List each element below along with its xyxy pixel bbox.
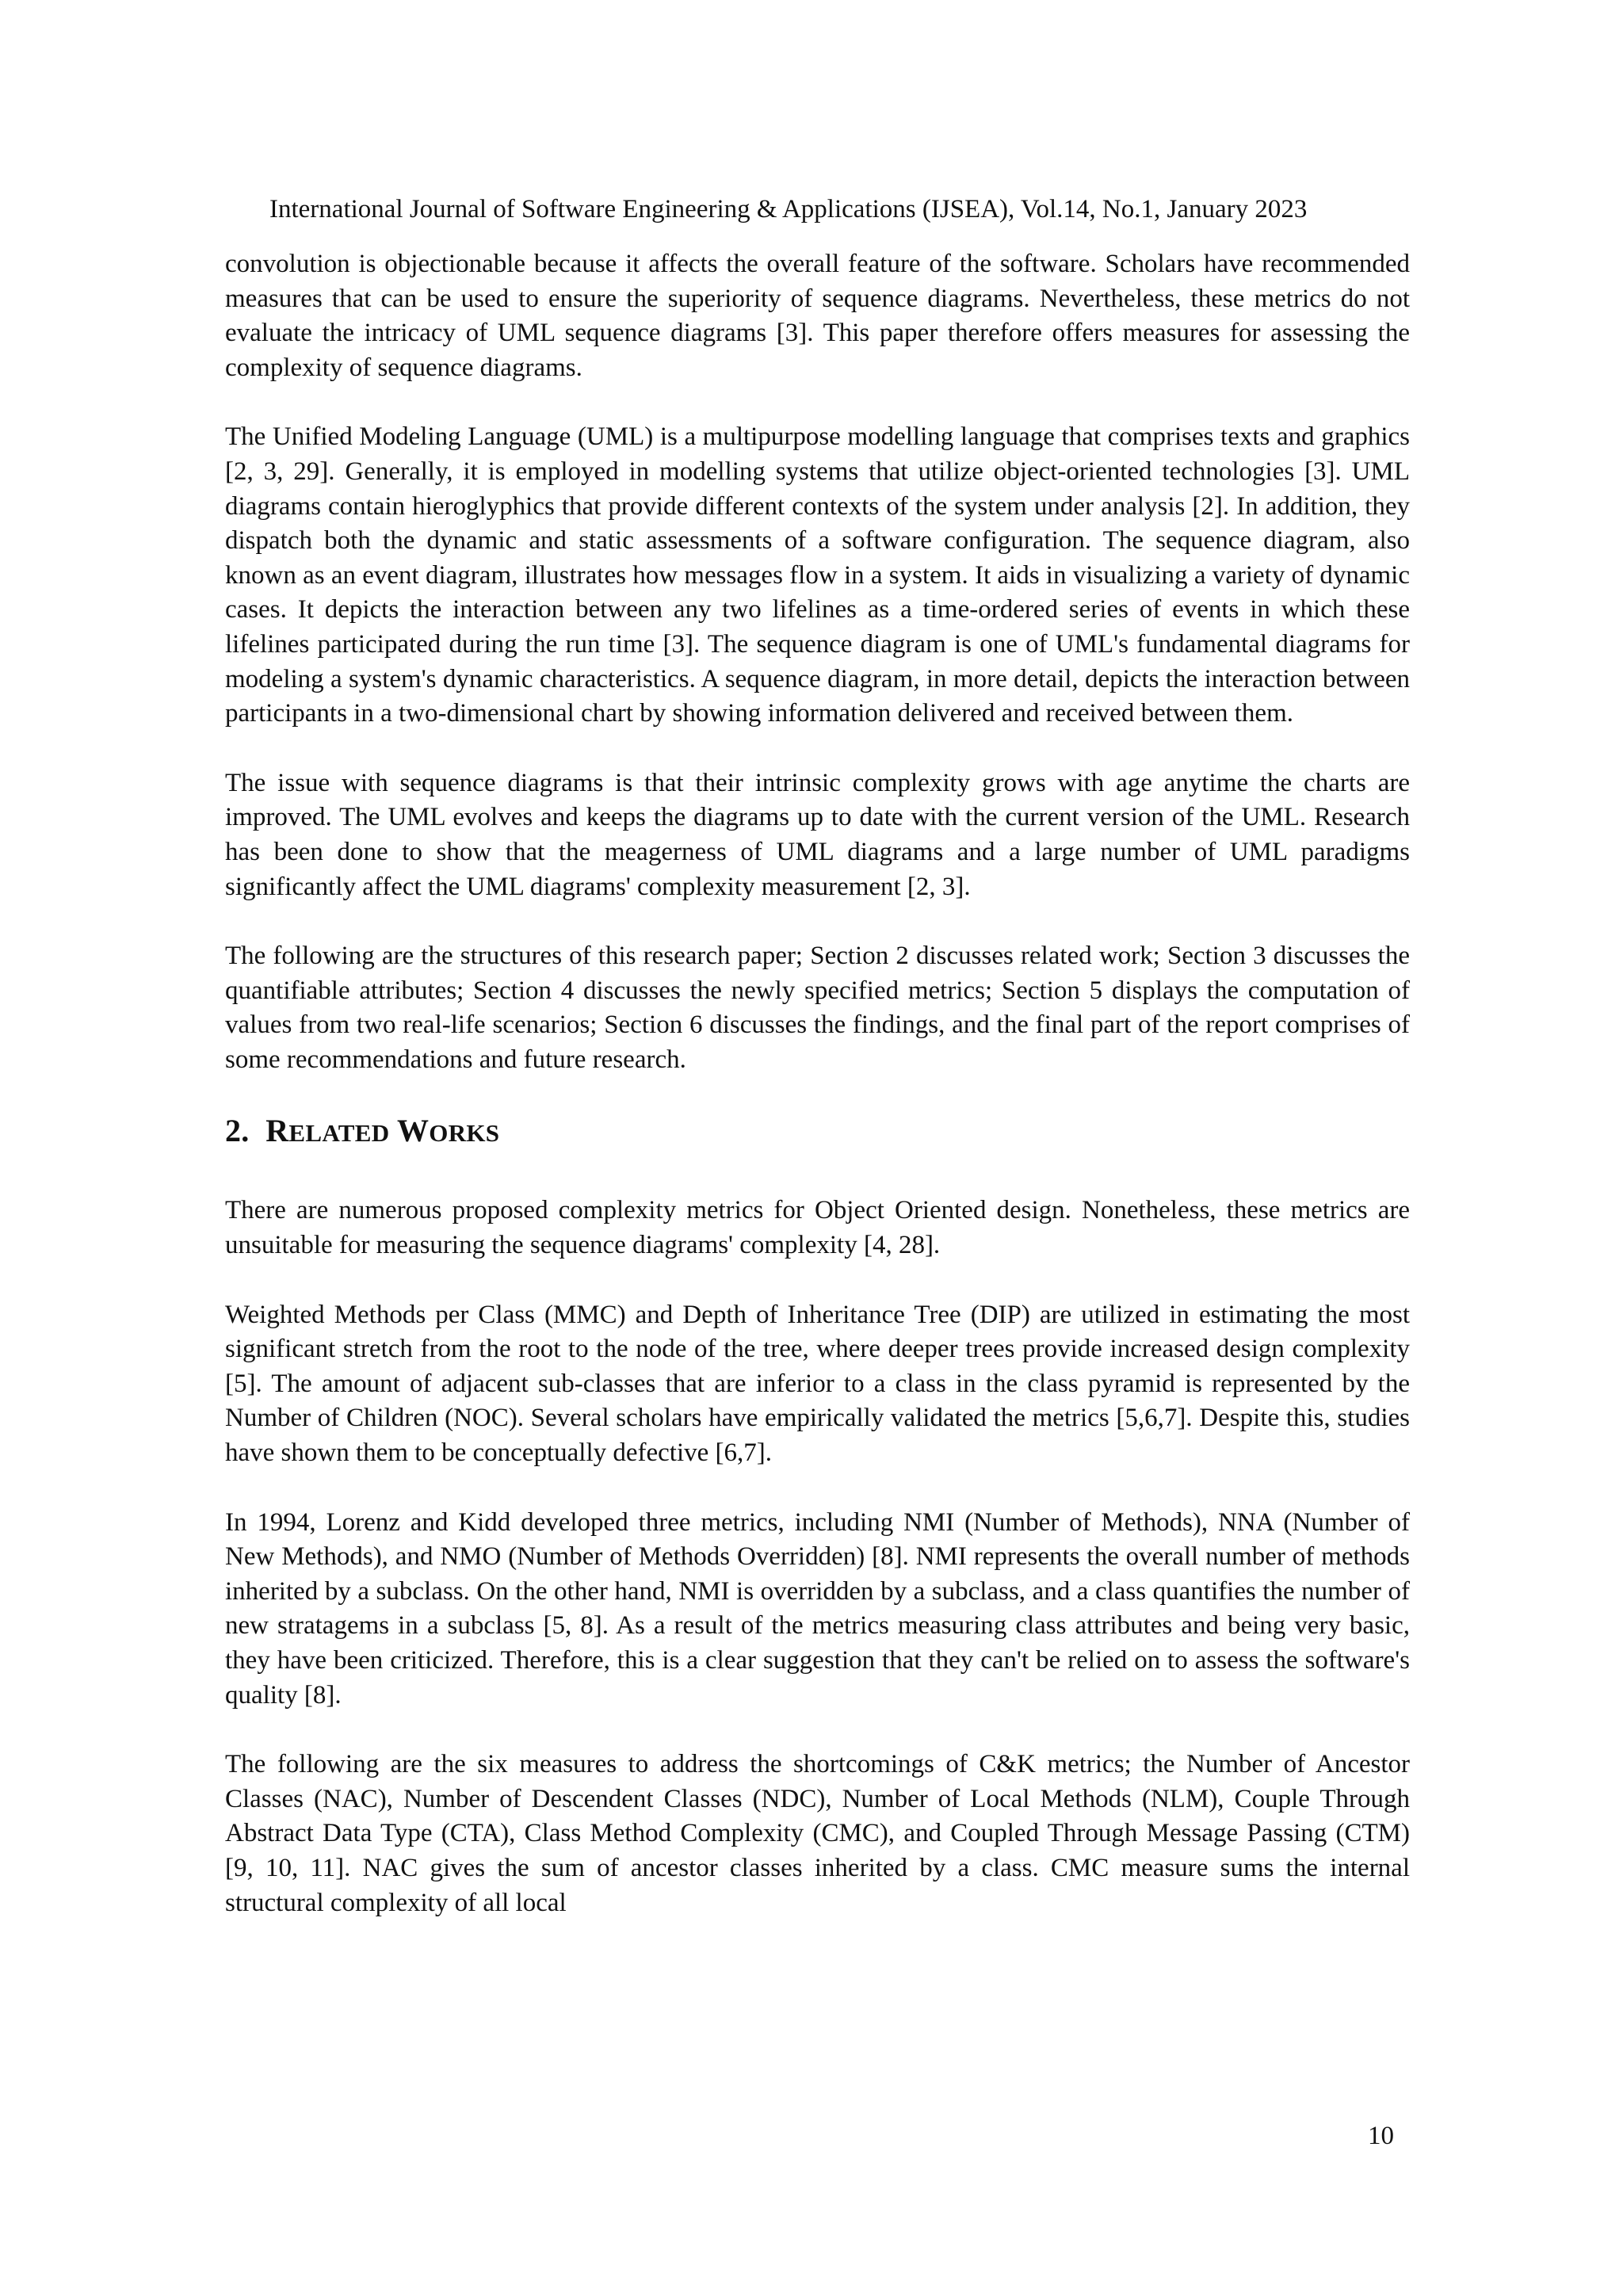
section-heading-related-works: [225, 1112, 1410, 1152]
heading-word2-rest: ORKS: [429, 1119, 500, 1148]
paragraph-intro-4: The following are the structures of this research paper; Section 2 discusses related work; Section 3 discusses the quantifiable attributes; Section 4 discusses the newly specified metrics; Section 5 displays the computation of values from two real-life scenarios; Section 6 discusses the findings, and the final part of the report comprises of some recommendations and future research.: [225, 942, 1410, 1074]
running-header: International Journal of Software Engineering & Applications (IJSEA), Vol.14, No.1, January 2023: [269, 195, 1308, 223]
paragraph-related-2: Weighted Methods per Class (MMC) and Depth of Inheritance Tree (DIP) are utilized in estimating the most significant stretch from the root to the node of the tree, where deeper trees provide increased design complexity [5]. The amount of adjacent sub-classes that are inferior to a class in the class pyramid is represented by the Number of Children (NOC). Several scholars have empirically validated the metrics [5,6,7]. Despite this, studies have shown them to be conceptually defective [6,7].: [225, 1300, 1410, 1468]
heading-word1-rest: ELATED: [288, 1119, 390, 1148]
paragraph-intro-1: convolution is objectionable because it affects the overall feature of the software. Scholars have recommended measures that can be used to ensure the superiority of sequence diagrams. Nevertheless, these metrics do not evaluate the intricacy of UML sequence diagrams [3]. This paper therefore offers measures for assessing the complexity of sequence diagrams.: [225, 250, 1410, 382]
paragraph-intro-2: The Unified Modeling Language (UML) is a multipurpose modelling language that comprises texts and graphics [2, 3, 29]. Generally, it is employed in modelling systems that utilize object-oriented technologies [3]. UML diagrams contain hieroglyphics that provide different contexts of the system under analysis [2]. In addition, they dispatch both the dynamic and static assessments of a software configuration. The sequence diagram, also known as an event diagram, illustrates how messages flow in a system. It aids in visualizing a variety of dynamic cases. It depicts the interaction between any two lifelines as a time-ordered series of events in which these lifelines participated during the run time [3]. The sequence diagram is one of UML's fundamental diagrams for modeling a system's dynamic characteristics. A sequence diagram, in more detail, depicts the interaction between participants in a two-dimensional chart by showing information delivered and received between them.: [225, 422, 1410, 728]
paragraph-related-3: In 1994, Lorenz and Kidd developed three metrics, including NMI (Number of Methods), NNA (Number of New Methods), and NMO (Number of Methods Overridden) [8]. NMI represents the overall number of methods inherited by a subclass. On the other hand, NMI is overridden by a subclass, and a class quantifies the number of new stratagems in a subclass [5, 8]. As a result of the metrics measuring class attributes and being very basic, they have been criticized. Therefore, this is a clear suggestion that they can't be relied on to assess the software's quality [8].: [225, 1507, 1410, 1710]
heading-word2-initial: W: [396, 1113, 430, 1149]
paragraph-related-1: There are numerous proposed complexity metrics for Object Oriented design. Nonetheless, these metrics are unsuitable for measuring the sequence diagrams' complexity [4, 28].: [225, 1196, 1410, 1260]
paragraph-related-4: The following are the six measures to address the shortcomings of C&K metrics; the Number of Ancestor Classes (NAC), Number of Descendent Classes (NDC), Number of Local Methods (NLM), Couple Through Abstract Data Type (CTA), Class Method Complexity (CMC), and Coupled Through Message Passing (CTM) [9, 10, 11]. NAC gives the sum of ancestor classes inherited by a class. CMC measure sums the internal structural complexity of all local: [225, 1750, 1410, 1917]
page-body: [225, 247, 1410, 1955]
paragraph-intro-3: The issue with sequence diagrams is that their intrinsic complexity grows with age anytime the charts are improved. The UML evolves and keeps the diagrams up to date with the current version of the UML. Research has been done to show that the meagerness of UML diagrams and a large number of UML paradigms significantly affect the UML diagrams' complexity measurement [2, 3].: [225, 768, 1410, 901]
section-number: 2.: [225, 1113, 250, 1149]
heading-word1-initial: R: [265, 1113, 289, 1149]
page-number: 10: [1368, 2122, 1394, 2150]
